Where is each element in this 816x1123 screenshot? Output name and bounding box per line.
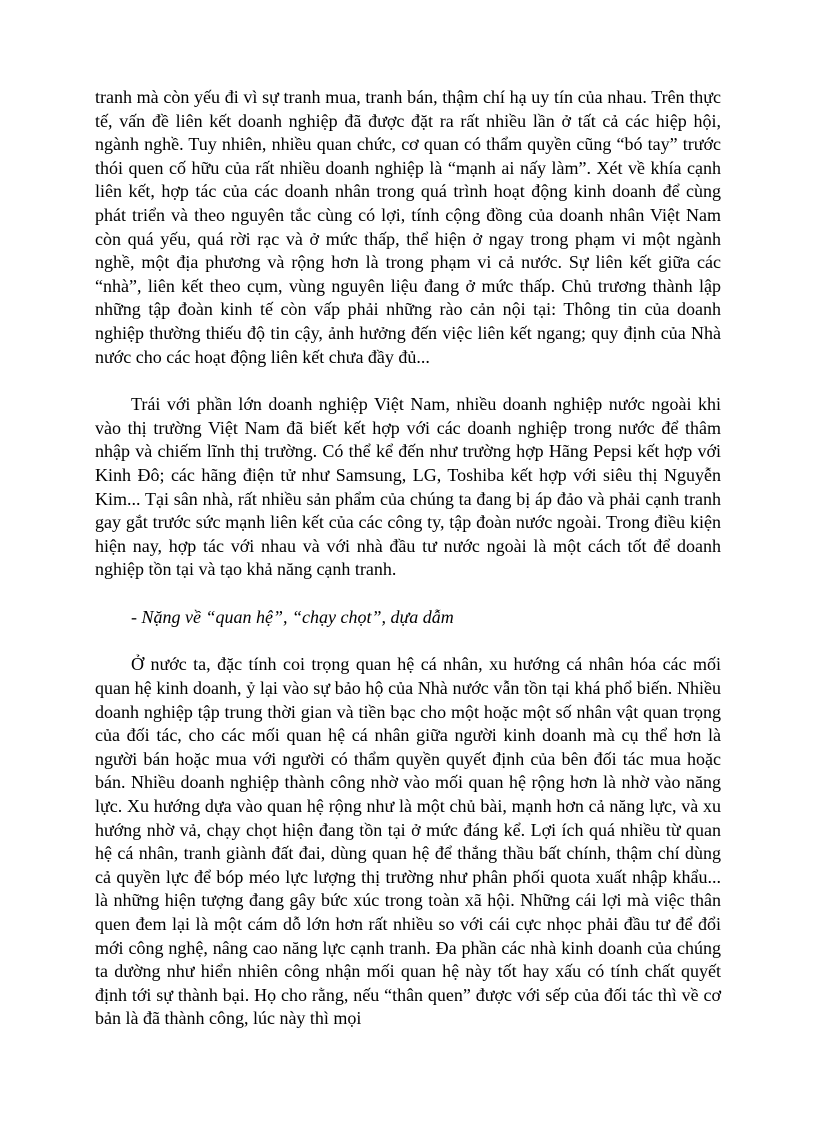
paragraph-personal-relations: Ở nước ta, đặc tính coi trọng quan hệ cá nhân, xu hướng cá nhân hóa các mối quan hệ kinh doanh, ỷ lại vào sự bảo hộ của Nhà nước vẫn tồn tại khá phổ biến. Nhiều doanh nghiệp tập trung thời gian và tiền bạc cho một hoặc một số nhân vật quan trọng của đối tác, cho các mối quan hệ cá nhân giữa người kinh doanh mà cụ thể hơn là người bán hoặc mua với người có thẩm quyền quyết định của bên đối tác mua hoặc bán. Nhiều doanh nghiệp thành công nhờ vào mối quan hệ rộng hơn là nhờ vào năng lực. Xu hướng dựa vào quan hệ rộng như là một chủ bài, mạnh hơn cả năng lực, và xu hướng nhờ vả, chạy chọt hiện đang tồn tại ở mức đáng kể. Lợi ích quá nhiều từ quan hệ cá nhân, tranh giành đất đai, dùng quan hệ để thắng thầu bất chính, thậm chí dùng cả quyền lực để bóp méo lực lượng thị trường như phân phối quota xuất nhập khẩu... là những hiện tượng đang gây bức xúc trong toàn xã hội. Những cái lợi mà việc thân quen đem lại là một cám dỗ lớn hơn rất nhiều so với cái cực nhọc phải đầu tư để đổi mới công nghệ, nâng cao năng lực cạnh tranh. Đa phần các nhà kinh doanh của chúng ta dường như hiển nhiên công nhận mối quan hệ này tốt hay xấu có tính chất quyết định tới sự thành bại. Họ cho rằng, nếu “thân quen” được với sếp của đối tác thì về cơ bản là đã thành công, lúc này thì mọi	[95, 654, 721, 1029]
paragraph-gap	[95, 582, 721, 606]
document-page	[95, 86, 721, 1031]
section-heading: - Nặng về “quan hệ”, “chạy chọt”, dựa dẫm	[131, 606, 454, 627]
paragraph-gap	[95, 629, 721, 653]
paragraph-foreign-enterprises: Trái với phần lớn doanh nghiệp Việt Nam, nhiều doanh nghiệp nước ngoài khi vào thị trường Việt Nam đã biết kết hợp với các doanh nghiệp trong nước để thâm nhập và chiếm lĩnh thị trường. Có thể kể đến như trường hợp Hãng Pepsi kết hợp với Kinh Đô; các hãng điện tử như Samsung, LG, Toshiba kết hợp với siêu thị Nguyễn Kim... Tại sân nhà, rất nhiều sản phẩm của chúng ta đang bị áp đảo và phải cạnh tranh gay gắt trước sức mạnh liên kết của các công ty, tập đoàn nước ngoài. Trong điều kiện hiện nay, hợp tác với nhau và với nhà đầu tư nước ngoài là một cách tốt để doanh nghiệp tồn tại và tạo khả năng cạnh tranh.	[95, 394, 721, 580]
paragraph-business-linkage: tranh mà còn yếu đi vì sự tranh mua, tranh bán, thậm chí hạ uy tín của nhau. Trên thực tế, vấn đề liên kết doanh nghiệp đã được đặt ra rất nhiều lần ở tất cả các hiệp hội, ngành nghề. Tuy nhiên, nhiều quan chức, cơ quan có thẩm quyền cũng “bó tay” trước thói quen cố hữu của rất nhiều doanh nghiệp là “mạnh ai nấy làm”. Xét về khía cạnh liên kết, hợp tác của các doanh nhân trong quá trình hoạt động kinh doanh để cùng phát triển và theo nguyên tắc cùng có lợi, tính cộng đồng của doanh nhân Việt Nam còn quá yếu, quá rời rạc và ở mức thấp, thể hiện ở ngay trong phạm vi một ngành nghề, một địa phương và rộng hơn là trong phạm vi cả nước. Sự liên kết giữa các “nhà”, liên kết theo cụm, vùng nguyên liệu đang ở mức thấp. Chủ trương thành lập những tập đoàn kinh tế còn vấp phải những rào cản nội tại: Thông tin của doanh nghiệp thường thiếu độ tin cậy, ảnh hưởng đến việc liên kết ngang; quy định của Nhà nước cho các hoạt động liên kết chưa đầy đủ...	[95, 87, 721, 367]
paragraph-gap	[95, 369, 721, 393]
